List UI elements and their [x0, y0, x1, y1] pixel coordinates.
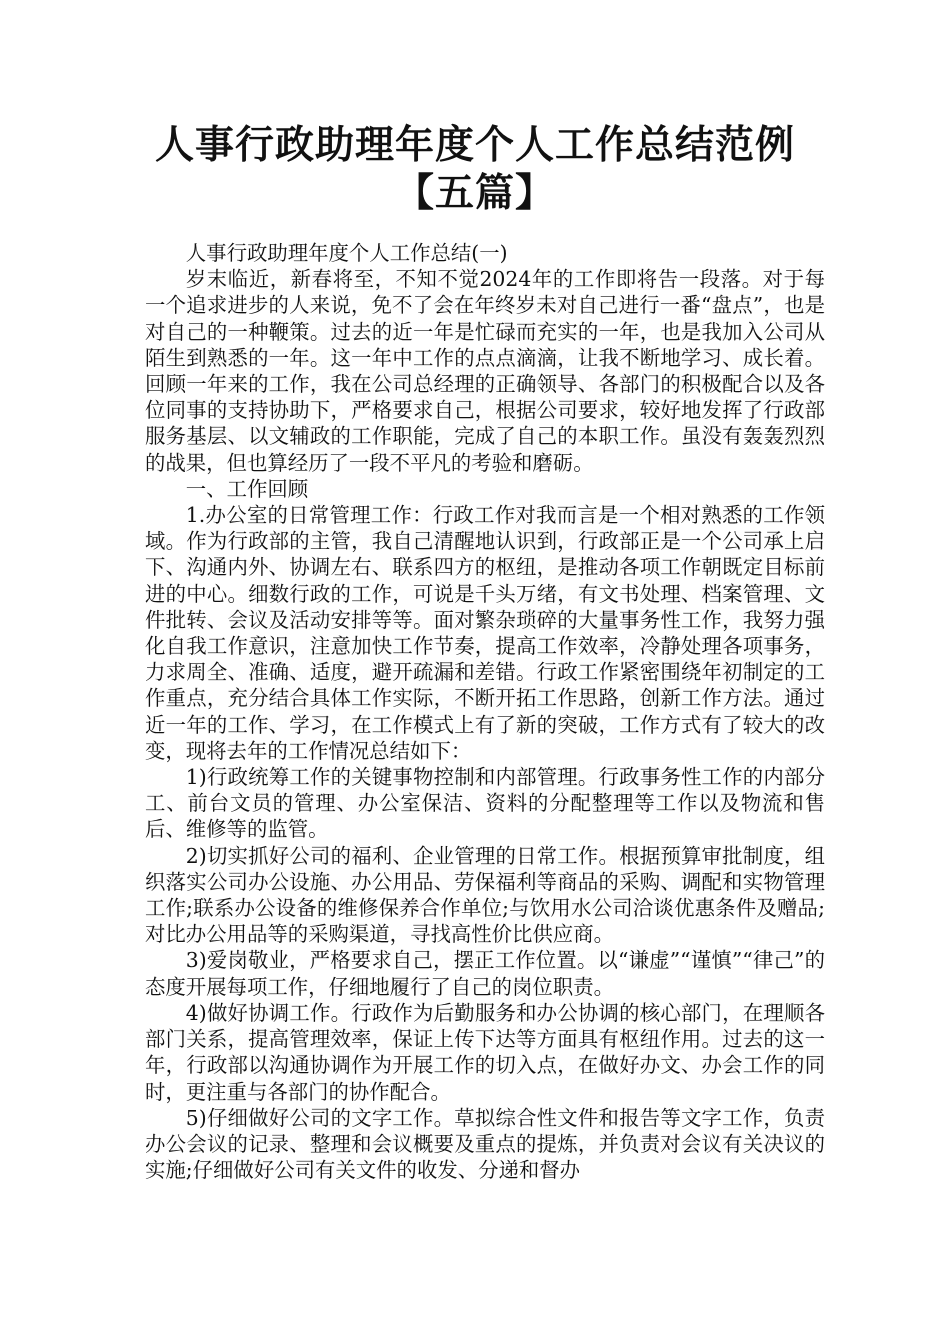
list-item-5: 5)仔细做好公司的文字工作。草拟综合性文件和报告等文字工作，负责办公会议的记录、整理和会议概要及重点的提炼，并负责对会议有关决议的实施;仔细做好公司有关文件的收发、分递和督办: [145, 1105, 825, 1183]
list-item-1: 1)行政统筹工作的关键事物控制和内部管理。行政事务性工作的内部分工、前台文员的管理、办公室保洁、资料的分配整理等工作以及物流和售后、维修等的监管。: [145, 765, 825, 842]
paragraph-intro: 岁末临近，新春将至，不知不觉2024年的工作即将告一段落。对于每一个追求进步的人来说，免不了会在年终岁未对自己进行一番“盘点”，也是对自己的一种鞭策。过去的近一年是忙碌而充实的一年，也是我加入公司从陌生到熟悉的一年。这一年中工作的点点滴滴，让我不断地学习、成长着。回顾一年来的工作，我在公司总经理的正确领导、各部门的积极配合以及各位同事的支持协助下，严格要求自己，根据公司要求，较好地发挥了行政部服务基层、以文辅政的工作职能，完成了自己的本职工作。虽没有轰轰烈烈的战果，但也算经历了一段不平凡的考验和磨砺。: [145, 267, 825, 475]
document-title: [0, 122, 950, 218]
document-body: [145, 240, 825, 1183]
section-heading-work-review: 一、工作回顾: [185, 476, 309, 501]
paragraph-office-management: 1.办公室的日常管理工作：行政工作对我而言是一个相对熟悉的工作领域。作为行政部的主管，我自己清醒地认识到，行政部正是一个公司承上启下、沟通内外、协调左右、联系四方的枢纽，是推动各项工作朝既定目标前进的中心。细数行政的工作，可说是千头万绪，有文书处理、档案管理、文件批转、会议及活动安排等等。面对繁杂琐碎的大量事务性工作，我努力强化自我工作意识，注意加快工作节奏，提高工作效率，冷静处理各项事务，力求周全、准确、适度，避开疏漏和差错。行政工作紧密围绕年初制定的工作重点，充分结合具体工作实际，不断开拓工作思路，创新工作方法。通过近一年的工作、学习，在工作模式上有了新的突破，工作方式有了较大的改变，现将去年的工作情况总结如下：: [145, 503, 825, 763]
section-heading-part-1: 人事行政助理年度个人工作总结(一): [185, 241, 508, 265]
title-line-2: 【五篇】: [394, 171, 555, 216]
title-line-1: 人事行政助理年度个人工作总结范例: [154, 123, 795, 168]
list-item-2: 2)切实抓好公司的福利、企业管理的日常工作。根据预算审批制度，组织落实公司办公设施、办公用品、劳保福利等商品的采购、调配和实物管理工作;联系办公设备的维修保养合作单位;与饮用水公司洽谈优惠条件及赠品;对比办公用品等的采购渠道，寻找高性价比供应商。: [145, 843, 825, 947]
list-item-3: 3)爱岗敬业，严格要求自己，摆正工作位置。以“谦虚”“谨慎”“律己”的态度开展每项工作，仔细地履行了自己的岗位职责。: [145, 948, 825, 999]
list-item-4: 4)做好协调工作。行政作为后勤服务和办公协调的核心部门，在理顺各部门关系，提高管理效率，保证上传下达等方面具有枢纽作用。过去的这一年，行政部以沟通协调作为开展工作的切入点，在做好办文、办会工作的同时，更注重与各部门的协作配合。: [145, 1000, 825, 1104]
